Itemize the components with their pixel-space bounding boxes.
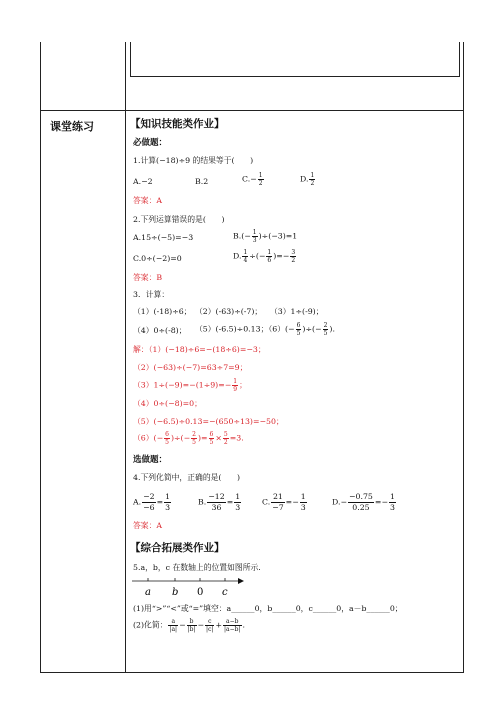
- q5-stem: 5.a，b，c 在数轴上的位置如图所示.: [133, 563, 261, 572]
- q1-option-a: A.−2: [133, 177, 153, 186]
- must-do-heading: 必做题：: [133, 138, 168, 148]
- q3-solution-2: （2）(−63)÷(−7)=63÷7=9；: [133, 363, 248, 372]
- column-divider: [125, 42, 126, 673]
- label-a: a: [145, 587, 151, 598]
- label-c: c: [222, 587, 228, 598]
- q2-answer: 答案：B: [133, 273, 163, 282]
- number-line-arrow: [238, 578, 244, 584]
- q4-option-a: A. $\frac{-2}{-6}$ = $\frac{1}{3}$: [133, 492, 171, 512]
- q2-stem: 2.下列运算错误的是( ): [133, 215, 225, 224]
- q2-option-c: C.0÷(−2)=0: [133, 254, 182, 263]
- section-label: 课堂练习: [50, 120, 94, 133]
- q1-stem: 1.计算(−18)÷9 的结果等于( ): [133, 156, 254, 165]
- q1-answer: 答案：A: [133, 196, 163, 205]
- q3-part-1: （1）(-18)÷6；: [133, 307, 192, 316]
- row-divider: [40, 110, 463, 111]
- q5-part-1: (1)用“>”“<”或“=”填空：a______0，b______0，c______0，a－b______0；: [133, 604, 403, 613]
- number-line: [130, 573, 250, 599]
- q1-option-c: C.− $\frac{1}{2}$: [242, 172, 263, 187]
- q3-part-3: （3）1÷(-9)；: [270, 307, 324, 316]
- extend-heading: 【综合拓展类作业】: [130, 542, 225, 554]
- q2-option-a: A.15÷(−5)=−3: [133, 233, 194, 242]
- q5-part-2: (2)化简： $\frac{a}{|a|}$ − $\frac{b}{|b|}$ − $\frac{c}{|c|}$ + $\frac{a-b}{|a-b|}$ .: [133, 618, 245, 633]
- q3-solution-4: （4）0÷(−8)=0；: [133, 399, 202, 408]
- previous-cell-box: [130, 42, 460, 77]
- worksheet-table: [40, 42, 464, 673]
- q3-part-5-6: （5）(-6.5)÷0.13；（6）(− $\frac{6}{5}$ )÷(− $\frac{2}{5}$ ).: [195, 322, 335, 337]
- q3-part-4: （4）0÷(-8)；: [133, 326, 187, 335]
- q3-part-2: （2）(-63)÷(-7)；: [195, 307, 263, 316]
- q4-answer: 答案：A: [133, 521, 163, 530]
- knowledge-heading: 【知识技能类作业】: [130, 118, 225, 130]
- q2-option-d: D. $\frac{1}{4}$ ÷(− $\frac{1}{6}$ )=− $\frac{3}{2}$: [233, 249, 296, 264]
- q4-stem: 4.下列化简中，正确的是( ): [133, 473, 241, 482]
- q3-solution-6: （6）(− $\frac{6}{5}$ )÷(− $\frac{2}{5}$ )= $\frac{6}{5}$ × $\frac{5}{2}$ =3.: [133, 431, 244, 446]
- select-do-heading: 选做题：: [133, 455, 168, 465]
- q3-solution-5: （5）(−6.5)÷0.13=−(650÷13)=−50；: [133, 417, 284, 426]
- label-b: b: [172, 587, 179, 598]
- q3-solution-3: （3）1÷(−9)=−(1÷9)=− $\frac{1}{9}$ ；: [133, 378, 247, 393]
- q3-stem: 3．计算：: [133, 290, 170, 299]
- q1-option-b: B.2: [195, 177, 209, 186]
- q2-option-b: B.(− $\frac{1}{3}$ )÷(−3)=1: [233, 229, 298, 244]
- q4-option-b: B. $\frac{-12}{36}$ = $\frac{1}{3}$: [198, 492, 241, 512]
- q1-option-d: D. $\frac{1}{2}$: [300, 172, 315, 187]
- q4-option-c: C. $\frac{21}{-7}$ =− $\frac{1}{3}$: [262, 492, 306, 512]
- label-0: 0: [197, 587, 204, 598]
- q3-solution-1: 解：（1）(−18)÷6=−(18÷6)=−3；: [133, 345, 266, 354]
- q4-option-d: D.− $\frac{-0.75}{0.25}$ =− $\frac{1}{3}$: [332, 492, 395, 512]
